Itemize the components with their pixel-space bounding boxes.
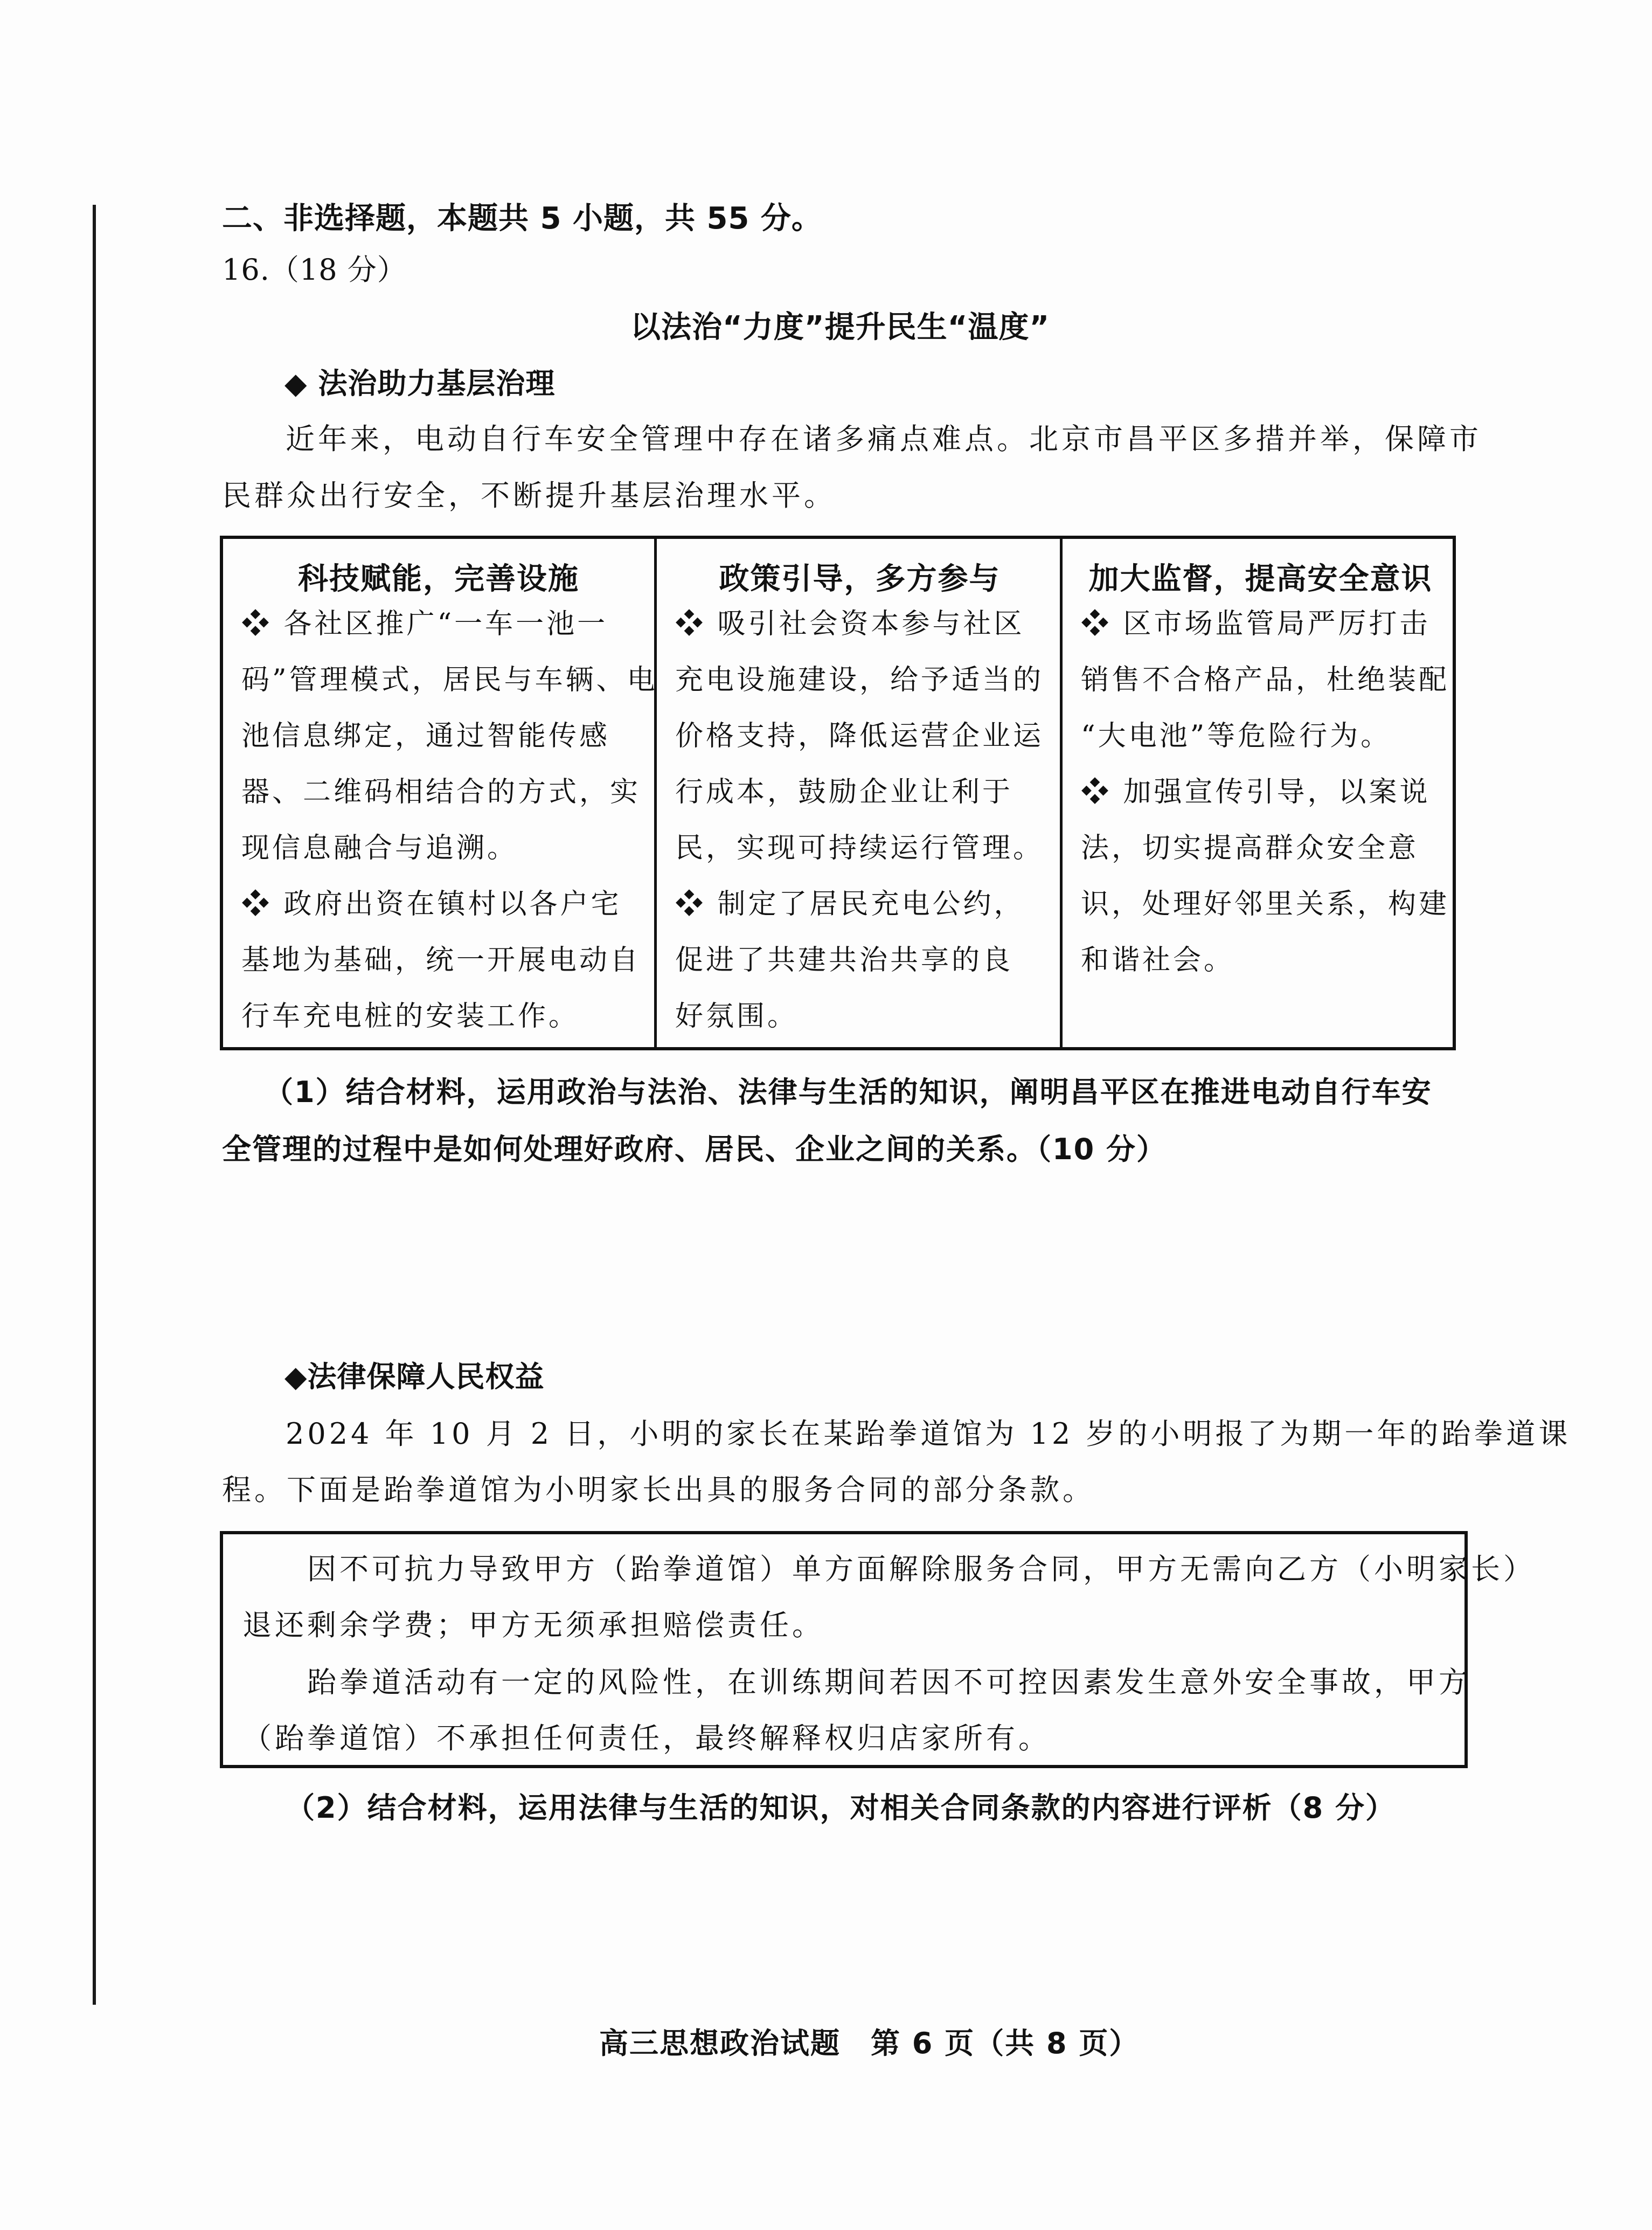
question-title: 以法治“力度”提升民生“温度” (630, 310, 1050, 345)
question-number: 16.（18 分） (222, 253, 407, 287)
table-column-policy (654, 539, 1063, 1047)
table-cell-line: 器、二维码相结合的方式，实 (241, 776, 641, 808)
part1-heading: ◆ 法治助力基层治理 (284, 366, 556, 400)
table-column-header: 科技赋能，完善设施 (298, 562, 579, 597)
table-cell-line: 好氛围。 (675, 1000, 799, 1033)
table-cell-line: 促进了共建共治共享的良 (675, 944, 1014, 977)
table-cell-line: 基地为基础，统一开展电动自 (241, 944, 641, 977)
contract-line: 退还剩余学费；甲方无须承担赔偿责任。 (242, 1608, 824, 1642)
table-cell-line: ❖ 加强宣传引导，以案说 (1081, 776, 1431, 808)
table-cell-line: 码”管理模式，居民与车辆、电 (241, 664, 658, 696)
table-cell-line: ❖ 吸引社会资本参与社区 (675, 608, 1025, 640)
table-cell-line: 价格支持，降低运营企业运 (675, 720, 1044, 752)
contract-line: （跆拳道馆）不承担任何责任，最终解释权归店家所有。 (242, 1721, 1051, 1755)
contract-clause-box (220, 1531, 1536, 1768)
table-column-body (1081, 608, 1448, 1000)
question-2-line: （2）结合材料，运用法律与生活的知识，对相关合同条款的内容进行评析（8 分） (286, 1791, 1396, 1825)
part2-heading: ◆法律保障人民权益 (284, 1360, 545, 1394)
page-footer: 高三思想政治试题 第 6 页（共 8 页） (599, 2026, 1140, 2060)
table-cell-line: 和谐社会。 (1081, 944, 1235, 977)
table-cell-line: 行成本，鼓励企业让利于 (675, 776, 1014, 808)
part2-intro-line: 程。下面是跆拳道馆为小明家长出具的服务合同的部分条款。 (222, 1473, 1095, 1507)
table-cell-line: ❖ 区市场监管局严厉打击 (1081, 608, 1431, 640)
table-cell-line: 充电设施建设，给予适当的 (675, 664, 1044, 696)
table-cell-line: ❖ 制定了居民充电公约， (675, 888, 1025, 920)
table-cell-line: ❖ 各社区推广“一车一池一 (241, 608, 608, 640)
table-cell-line: 现信息融合与追溯。 (241, 832, 518, 864)
table-column-body (241, 608, 658, 1056)
section-header: 二、非选择题，本题共 5 小题，共 55 分。 (222, 201, 822, 236)
table-column-tech (223, 539, 658, 1047)
table-cell-line: 池信息绑定，通过智能传感 (241, 720, 610, 752)
part2-intro-line: 2024 年 10 月 2 日，小明的家长在某跆拳道馆为 12 岁的小明报了为期一年的跆拳道课 (286, 1417, 1571, 1451)
question-1-line: （1）结合材料，运用政治与法治、法律与生活的知识，阐明昌平区在推进电动自行车安 (264, 1075, 1432, 1109)
table-cell-line: 法，切实提高群众安全意 (1081, 832, 1419, 864)
contract-line: 跆拳道活动有一定的风险性，在训练期间若因不可控因素发生意外安全事故，甲方 (307, 1665, 1471, 1699)
table-column-supervision (1060, 539, 1459, 1047)
table-cell-line: 行车充电桩的安装工作。 (241, 1000, 580, 1033)
table-column-header: 政策引导，多方参与 (719, 562, 1001, 597)
table-cell-line: “大电池”等危险行为。 (1081, 720, 1392, 752)
table-cell-line: 识，处理好邻里关系，构建 (1081, 888, 1450, 920)
binding-margin-line (93, 205, 96, 2005)
question-1-line: 全管理的过程中是如何处理好政府、居民、企业之间的关系。（10 分） (222, 1132, 1167, 1166)
measures-table (220, 536, 1456, 1050)
contract-line: 因不可抗力导致甲方（跆拳道馆）单方面解除服务合同，甲方无需向乙方（小明家长） (307, 1552, 1536, 1586)
table-cell-line: 销售不合格产品，杜绝装配 (1081, 664, 1450, 696)
part1-intro-line: 近年来，电动自行车安全管理中存在诸多痛点难点。北京市昌平区多措并举，保障市 (286, 422, 1482, 456)
table-cell-line: ❖ 政府出资在镇村以各户宅 (241, 888, 622, 920)
table-cell-line: 民，实现可持续运行管理。 (675, 832, 1044, 864)
part1-intro-line: 民群众出行安全，不断提升基层治理水平。 (222, 479, 836, 513)
table-column-header: 加大监督，提高安全意识 (1088, 562, 1433, 597)
table-column-body (675, 608, 1052, 1056)
